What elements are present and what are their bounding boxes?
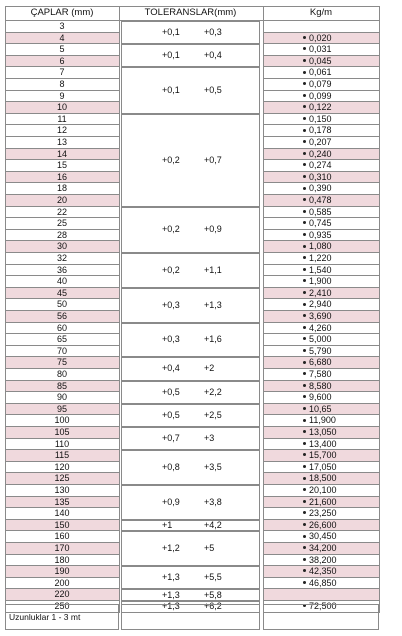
tolerance-group <box>121 520 260 532</box>
tolerance-lower: +1,3 <box>162 601 180 612</box>
header-tolerances: TOLERANSLAR(mm) <box>144 7 237 18</box>
bullet-icon <box>303 569 306 572</box>
tolerance-lower: +0,5 <box>162 386 180 397</box>
weight-cell <box>263 555 379 567</box>
tolerance-upper: +5 <box>204 543 215 554</box>
diameter-cell: 120 <box>5 462 119 474</box>
tolerance-upper: +3,8 <box>204 496 222 507</box>
weight-cell <box>263 21 379 33</box>
diameter-cell: 11 <box>5 114 119 126</box>
weight-value: 0,099 <box>309 90 332 101</box>
bullet-icon <box>303 47 306 50</box>
diameter-cell: 10 <box>5 102 119 114</box>
bullet-icon <box>303 71 306 74</box>
diameter-cell: 140 <box>5 508 119 520</box>
footer-empty-cell <box>121 604 260 630</box>
weight-cell <box>263 183 379 195</box>
weight-cell <box>263 323 379 335</box>
weight-cell <box>263 137 379 149</box>
tolerance-upper: +0,3 <box>204 27 222 38</box>
bullet-icon <box>303 245 306 248</box>
bullet-icon <box>303 210 306 213</box>
weight-value: 2,410 <box>309 287 332 298</box>
weight-value: 0,178 <box>309 125 332 136</box>
weight-cell <box>263 566 379 578</box>
column-divider <box>5 6 6 613</box>
tolerance-upper: +2,2 <box>204 386 222 397</box>
diameter-cell: 85 <box>5 381 119 393</box>
weight-value: 34,200 <box>309 543 337 553</box>
weight-cell <box>263 56 379 68</box>
diameter-cell: 15 <box>5 160 119 172</box>
weight-value: 18,500 <box>309 473 337 484</box>
tolerance-lower: +0,9 <box>162 496 180 507</box>
tolerance-lower: +0,4 <box>162 363 180 374</box>
tolerance-group <box>121 427 260 450</box>
tolerance-group <box>121 288 260 323</box>
diameter-cell: 7 <box>5 67 119 79</box>
weight-cell <box>263 369 379 381</box>
diameter-cell: 3 <box>5 21 119 33</box>
weight-cell <box>263 473 379 485</box>
weight-value: 1,220 <box>309 253 332 263</box>
weight-value: 0,390 <box>309 183 332 194</box>
tolerance-upper: +4,2 <box>204 520 222 531</box>
diameter-cell: 110 <box>5 439 119 451</box>
weight-cell <box>263 508 379 520</box>
weight-value: 5,000 <box>309 334 332 345</box>
weight-cell <box>263 67 379 79</box>
tolerance-upper: +6,2 <box>204 601 222 612</box>
diameter-cell: 5 <box>5 44 119 56</box>
diameter-cell: 14 <box>5 149 119 161</box>
diameter-cell: 125 <box>5 473 119 485</box>
bullet-icon <box>303 221 306 224</box>
weight-cell <box>263 125 379 137</box>
bullet-icon <box>303 94 306 97</box>
diameter-cell: 170 <box>5 543 119 555</box>
bullet-icon <box>303 163 306 166</box>
weight-value: 72,500 <box>309 601 337 611</box>
weight-cell <box>263 160 379 172</box>
tolerance-lower: +0,7 <box>162 433 180 444</box>
diameter-cell: 200 <box>5 578 119 590</box>
weight-value: 46,850 <box>309 577 337 588</box>
tolerance-upper: +1,1 <box>204 264 222 275</box>
weight-value: 3,690 <box>309 311 332 321</box>
diameter-cell: 80 <box>5 369 119 381</box>
bullet-icon <box>303 442 306 445</box>
weight-cell <box>263 404 379 416</box>
weight-cell <box>263 195 379 207</box>
diameter-cell: 70 <box>5 346 119 358</box>
weight-cell <box>263 381 379 393</box>
weight-value: 0,045 <box>309 55 332 66</box>
diameter-cell: 12 <box>5 125 119 137</box>
diameter-cell: 56 <box>5 311 119 323</box>
tolerance-upper: +1,6 <box>204 334 222 345</box>
diameter-cell: 18 <box>5 183 119 195</box>
tolerance-group <box>121 207 260 253</box>
weight-value: 0,745 <box>309 218 332 229</box>
bullet-icon <box>303 465 306 468</box>
bullet-icon <box>303 453 306 456</box>
bullet-icon <box>303 129 306 132</box>
weight-cell <box>263 276 379 288</box>
bullet-icon <box>303 314 306 317</box>
tolerance-upper: +5,5 <box>204 572 222 583</box>
header-rule <box>5 6 379 7</box>
tolerance-upper: +3,5 <box>204 462 222 473</box>
diameter-cell: 8 <box>5 79 119 91</box>
weight-value: 4,260 <box>309 322 332 333</box>
weight-value: 11,900 <box>309 415 336 426</box>
bullet-icon <box>303 117 306 120</box>
bullet-icon <box>303 419 306 422</box>
diameter-cell: 115 <box>5 450 119 462</box>
weight-cell <box>263 253 379 265</box>
diameter-cell: 105 <box>5 427 119 439</box>
bullet-icon <box>303 140 306 143</box>
tolerance-group <box>121 404 260 427</box>
tolerance-lower: +0,3 <box>162 299 180 310</box>
weight-cell <box>263 299 379 311</box>
tolerance-group <box>121 253 260 288</box>
tolerance-group <box>121 531 260 566</box>
tolerance-lower: +0,2 <box>162 154 180 165</box>
tolerance-group <box>121 67 260 113</box>
tolerance-group <box>121 485 260 520</box>
tolerance-lower: +0,1 <box>162 27 180 38</box>
tolerance-lower: +0,3 <box>162 334 180 345</box>
diameter-cell: 100 <box>5 415 119 427</box>
diameter-cell: 28 <box>5 230 119 242</box>
diameter-cell: 50 <box>5 299 119 311</box>
tolerance-upper: +0,9 <box>204 224 222 235</box>
diameter-cell: 13 <box>5 137 119 149</box>
tolerance-lower: +0,5 <box>162 409 180 420</box>
diameter-cell: 220 <box>5 589 119 601</box>
tolerance-group <box>121 589 260 601</box>
weight-cell <box>263 485 379 497</box>
bullet-icon <box>303 256 306 259</box>
diameter-cell: 250 <box>5 601 119 613</box>
diameter-cell: 150 <box>5 520 119 532</box>
bullet-icon <box>303 291 306 294</box>
weight-value: 1,900 <box>309 276 332 287</box>
weight-cell <box>263 450 379 462</box>
tolerance-group <box>121 323 260 358</box>
weight-value: 6,680 <box>309 357 332 368</box>
bullet-icon <box>303 337 306 340</box>
bullet-icon <box>303 581 306 584</box>
weight-value: 17,050 <box>309 461 337 472</box>
weight-value: 0,274 <box>309 160 332 171</box>
bullet-icon <box>303 303 306 306</box>
weight-cell <box>263 357 379 369</box>
bullet-icon <box>303 187 306 190</box>
weight-cell <box>263 462 379 474</box>
weight-value: 13,050 <box>309 427 337 437</box>
weight-value: 1,540 <box>309 264 332 275</box>
weight-value: 0,935 <box>309 229 332 240</box>
weight-value: 26,600 <box>309 519 337 530</box>
diameter-cell: 160 <box>5 531 119 543</box>
weight-cell <box>263 427 379 439</box>
weight-value: 10,65 <box>309 403 332 414</box>
header-diameters: ÇAPLAR (mm) <box>30 7 94 18</box>
weight-value: 7,580 <box>309 369 332 379</box>
weight-value: 1,080 <box>309 241 332 252</box>
weight-value: 0,061 <box>309 67 332 78</box>
weight-value: 30,450 <box>309 531 337 542</box>
weight-cell <box>263 589 379 601</box>
weight-cell <box>263 439 379 451</box>
weight-cell <box>263 415 379 427</box>
weight-value: 20,100 <box>309 485 337 495</box>
tolerance-group <box>121 566 260 589</box>
bullet-icon <box>303 535 306 538</box>
tolerance-upper: +1,3 <box>204 299 222 310</box>
bullet-icon <box>303 477 306 480</box>
diameter-cell: 180 <box>5 555 119 567</box>
tolerance-group <box>121 114 260 207</box>
weight-cell <box>263 346 379 358</box>
tolerance-upper: +2,5 <box>204 409 222 420</box>
weight-value: 0,585 <box>309 206 332 217</box>
tolerance-group <box>121 357 260 380</box>
tolerance-lower: +0,1 <box>162 50 180 61</box>
weight-cell <box>263 230 379 242</box>
bullet-icon <box>303 279 306 282</box>
tolerance-lower: +0,8 <box>162 462 180 473</box>
weight-cell <box>263 207 379 219</box>
weight-cell <box>263 543 379 555</box>
weight-cell <box>263 265 379 277</box>
weight-value: 0,207 <box>309 137 332 147</box>
bullet-icon <box>303 523 306 526</box>
tolerance-lower: +1 <box>162 520 173 531</box>
weight-cell <box>263 102 379 114</box>
tolerance-lower: +0,2 <box>162 224 180 235</box>
weight-cell <box>263 172 379 184</box>
diameter-cell: 135 <box>5 497 119 509</box>
tolerance-upper: +5,8 <box>204 589 222 600</box>
bullet-icon <box>303 500 306 503</box>
bullet-icon <box>303 511 306 514</box>
column-divider <box>379 6 380 613</box>
weight-cell <box>263 79 379 91</box>
bullet-icon <box>303 384 306 387</box>
weight-cell <box>263 311 379 323</box>
weight-value: 0,020 <box>309 32 332 43</box>
weight-cell <box>263 44 379 56</box>
diameter-cell: 45 <box>5 288 119 300</box>
weight-value: 8,580 <box>309 380 332 391</box>
tolerance-lower: +1,3 <box>162 589 180 600</box>
weight-value: 0,079 <box>309 79 332 89</box>
tolerance-upper: +2 <box>204 363 215 374</box>
bullet-icon <box>303 349 306 352</box>
bullet-icon <box>303 36 306 39</box>
weight-value: 23,250 <box>309 508 337 519</box>
diameter-cell: 60 <box>5 323 119 335</box>
bullet-icon <box>303 488 306 491</box>
column-divider <box>263 6 264 613</box>
weight-cell <box>263 114 379 126</box>
tolerance-upper: +0,5 <box>204 85 222 96</box>
diameter-cell: 4 <box>5 33 119 45</box>
weight-value: 9,600 <box>309 392 332 403</box>
diameter-cell: 32 <box>5 253 119 265</box>
diameter-cell: 9 <box>5 91 119 103</box>
diameter-cell: 30 <box>5 241 119 253</box>
weight-value: 5,790 <box>309 345 332 356</box>
bullet-icon <box>303 361 306 364</box>
diameter-cell: 16 <box>5 172 119 184</box>
diameter-cell: 36 <box>5 265 119 277</box>
weight-value: 38,200 <box>309 554 337 565</box>
bullet-icon <box>303 268 306 271</box>
length-note: Uzunluklar 1 - 3 mt <box>5 604 119 630</box>
column-divider <box>119 6 120 613</box>
bullet-icon <box>303 59 306 62</box>
tolerance-upper: +0,7 <box>204 154 222 165</box>
footer-empty-cell <box>263 604 379 630</box>
weight-value: 0,031 <box>309 44 332 55</box>
bullet-icon <box>303 105 306 108</box>
weight-cell <box>263 497 379 509</box>
tolerance-lower: +0,1 <box>162 85 180 96</box>
weight-cell <box>263 392 379 404</box>
diameter-cell: 130 <box>5 485 119 497</box>
bullet-icon <box>303 198 306 201</box>
bullet-icon <box>303 558 306 561</box>
weight-cell <box>263 531 379 543</box>
weight-cell <box>263 334 379 346</box>
weight-cell <box>263 149 379 161</box>
diameter-cell: 75 <box>5 357 119 369</box>
weight-cell <box>263 578 379 590</box>
bullet-icon <box>303 152 306 155</box>
diameter-cell: 190 <box>5 566 119 578</box>
header-weight: Kg/m <box>309 7 333 18</box>
tolerance-group <box>121 44 260 67</box>
header-rule <box>5 20 379 21</box>
weight-cell <box>263 520 379 532</box>
diameter-cell: 90 <box>5 392 119 404</box>
bullet-icon <box>303 372 306 375</box>
diameter-cell: 95 <box>5 404 119 416</box>
weight-value: 15,700 <box>309 450 337 461</box>
bullet-icon <box>303 546 306 549</box>
weight-value: 42,350 <box>309 566 337 577</box>
tolerance-lower: +1,3 <box>162 572 180 583</box>
bullet-icon <box>303 407 306 410</box>
weight-cell <box>263 241 379 253</box>
bullet-icon <box>303 82 306 85</box>
weight-cell <box>263 218 379 230</box>
weight-cell <box>263 33 379 45</box>
weight-value: 0,478 <box>309 195 332 205</box>
diameter-cell: 20 <box>5 195 119 207</box>
bullet-icon <box>303 430 306 433</box>
bullet-icon <box>303 395 306 398</box>
tolerance-group <box>121 21 260 44</box>
weight-value: 0,310 <box>309 171 332 182</box>
bullet-icon <box>303 326 306 329</box>
tolerance-lower: +1,2 <box>162 543 180 554</box>
weight-value: 2,940 <box>309 299 332 310</box>
tolerance-lower: +0,2 <box>162 264 180 275</box>
weight-value: 13,400 <box>309 438 337 449</box>
diameter-cell: 40 <box>5 276 119 288</box>
diameter-cell: 65 <box>5 334 119 346</box>
bullet-icon <box>303 233 306 236</box>
weight-cell <box>263 288 379 300</box>
tolerance-group <box>121 381 260 404</box>
tolerance-upper: +0,4 <box>204 50 222 61</box>
diameter-cell: 22 <box>5 207 119 219</box>
tolerance-upper: +3 <box>204 433 215 444</box>
tolerance-group <box>121 450 260 485</box>
weight-cell <box>263 91 379 103</box>
bullet-icon <box>303 175 306 178</box>
weight-value: 21,600 <box>309 496 337 507</box>
weight-value: 0,150 <box>309 113 332 124</box>
diameter-cell: 25 <box>5 218 119 230</box>
diameter-cell: 6 <box>5 56 119 68</box>
weight-value: 0,122 <box>309 102 332 113</box>
weight-value: 0,240 <box>309 148 332 159</box>
